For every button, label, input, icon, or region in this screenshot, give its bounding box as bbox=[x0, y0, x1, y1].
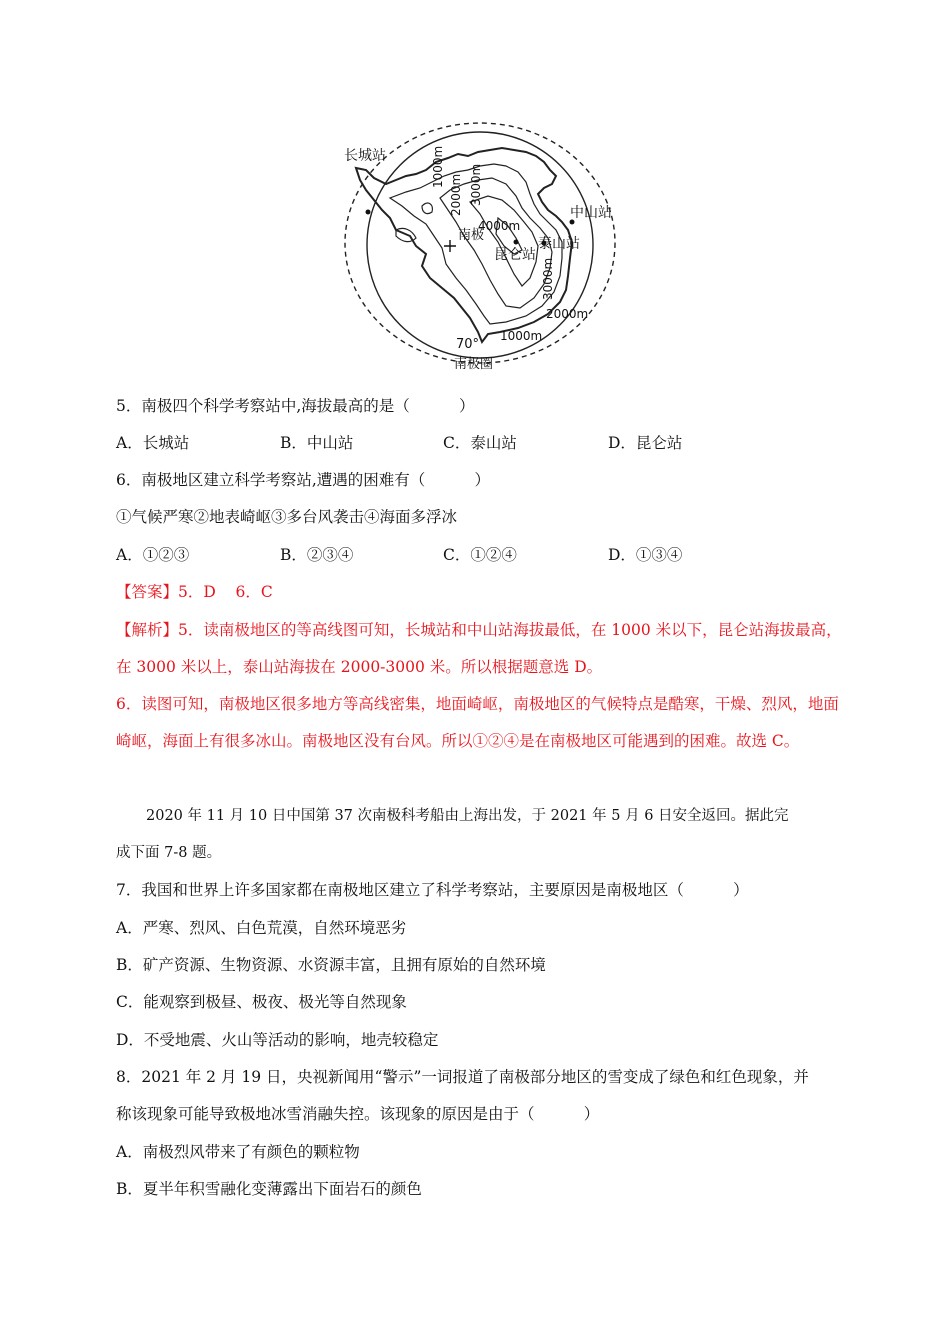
question-7-option-a: A．严寒、烈风、白色荒漠，自然环境恶劣 bbox=[116, 919, 407, 937]
question-6-stem: 6．南极地区建立科学考察站,遭遇的困难有（ ） bbox=[116, 471, 491, 489]
kunlun-station-dot bbox=[514, 240, 519, 245]
contour-label-1000-top: 1000m bbox=[431, 145, 445, 188]
antarctica-contour-map bbox=[330, 118, 630, 376]
analysis-5: 【解析】5．读南极地区的等高线图可知，长城站和中山站海拔最低，在 1000 米以下，昆仑站海拔最高，在 3000 米以上，泰山站海拔在 2000-3000 米。所以根据题意选 D。 bbox=[116, 621, 842, 676]
question-7-stem: 7．我国和世界上许多国家都在南极地区建立了科学考察站，主要原因是南极地区（ ） bbox=[116, 881, 749, 899]
intro-line-1: 2020 年 11 月 10 日中国第 37 次南极科考船由上海出发，于 2021 年 5 月 6 日安全返回。据此完 bbox=[146, 808, 789, 824]
contour-label-3000-top: 3000m bbox=[469, 163, 483, 206]
question-8-stem-line-1: 8．2021 年 2 月 19 日，央视新闻用“警示”一词报道了南极部分地区的雪变成了绿色和红色现象，并 bbox=[116, 1068, 809, 1086]
south-pole-label: 南极 bbox=[458, 228, 485, 243]
contour-label-4000: 4000m bbox=[478, 219, 521, 233]
ice-shelf-shape bbox=[422, 203, 432, 213]
question-8-stem-line-2: 称该现象可能导致极地冰雪消融失控。该现象的原因是由于（ ） bbox=[116, 1105, 600, 1123]
taishan-station-label: 泰山站 bbox=[538, 236, 580, 252]
changcheng-station-dot bbox=[366, 210, 371, 215]
question-5-option-c: C．泰山站 bbox=[443, 434, 517, 452]
question-5-option-b: B．中山站 bbox=[280, 434, 354, 452]
question-6-option-c: C．①②④ bbox=[443, 546, 517, 564]
question-6-option-a: A．①②③ bbox=[116, 546, 190, 564]
question-5-stem: 5．南极四个科学考察站中,海拔最高的是（ ） bbox=[116, 397, 475, 415]
south-pole-marker bbox=[444, 240, 456, 252]
contour-label-3000-right: 3000m bbox=[541, 257, 555, 300]
question-8-option-a: A．南极烈风带来了有颜色的颗粒物 bbox=[116, 1143, 360, 1161]
changcheng-station-label: 长城站 bbox=[344, 148, 386, 164]
answer-5-6: 【答案】5．D 6．C bbox=[116, 583, 273, 601]
contour-label-2000-right: 2000m bbox=[546, 307, 589, 321]
question-5-option-d: D．昆仑站 bbox=[608, 434, 683, 452]
question-6-option-d: D．①③④ bbox=[608, 546, 683, 564]
kunlun-station-label: 昆仑站 bbox=[494, 247, 536, 263]
question-6-items: ①气候严寒②地表崎岖③多台风袭击④海面多浮冰 bbox=[116, 508, 458, 526]
zhongshan-station-label: 中山站 bbox=[570, 205, 612, 221]
question-8-option-b: B．夏半年积雪融化变薄露出下面岩石的颜色 bbox=[116, 1180, 422, 1198]
analysis-6: 6．读图可知，南极地区很多地方等高线密集，地面崎岖，南极地区的气候特点是酷寒，干燥、烈风，地面崎岖，海面上有很多冰山。南极地区没有台风。所以①②④是在南极地区可能遇到的困难。故选 C。 bbox=[116, 695, 839, 750]
antarctic-circle-label: 南极圈 bbox=[454, 357, 494, 372]
intro-line-2: 成下面 7-8 题。 bbox=[116, 845, 222, 861]
contour-label-1000-bottom: 1000m bbox=[500, 329, 543, 343]
latitude-70-label: 70° bbox=[456, 337, 480, 352]
question-7-option-c: C．能观察到极昼、极夜、极光等自然现象 bbox=[116, 993, 407, 1011]
question-7-option-b: B．矿产资源、生物资源、水资源丰富，且拥有原始的自然环境 bbox=[116, 956, 546, 974]
contour-label-2000-top: 2000m bbox=[449, 173, 463, 216]
question-6-option-b: B．②③④ bbox=[280, 546, 354, 564]
question-5-option-a: A．长城站 bbox=[116, 434, 190, 452]
question-7-option-d: D．不受地震、火山等活动的影响，地壳较稳定 bbox=[116, 1031, 439, 1049]
